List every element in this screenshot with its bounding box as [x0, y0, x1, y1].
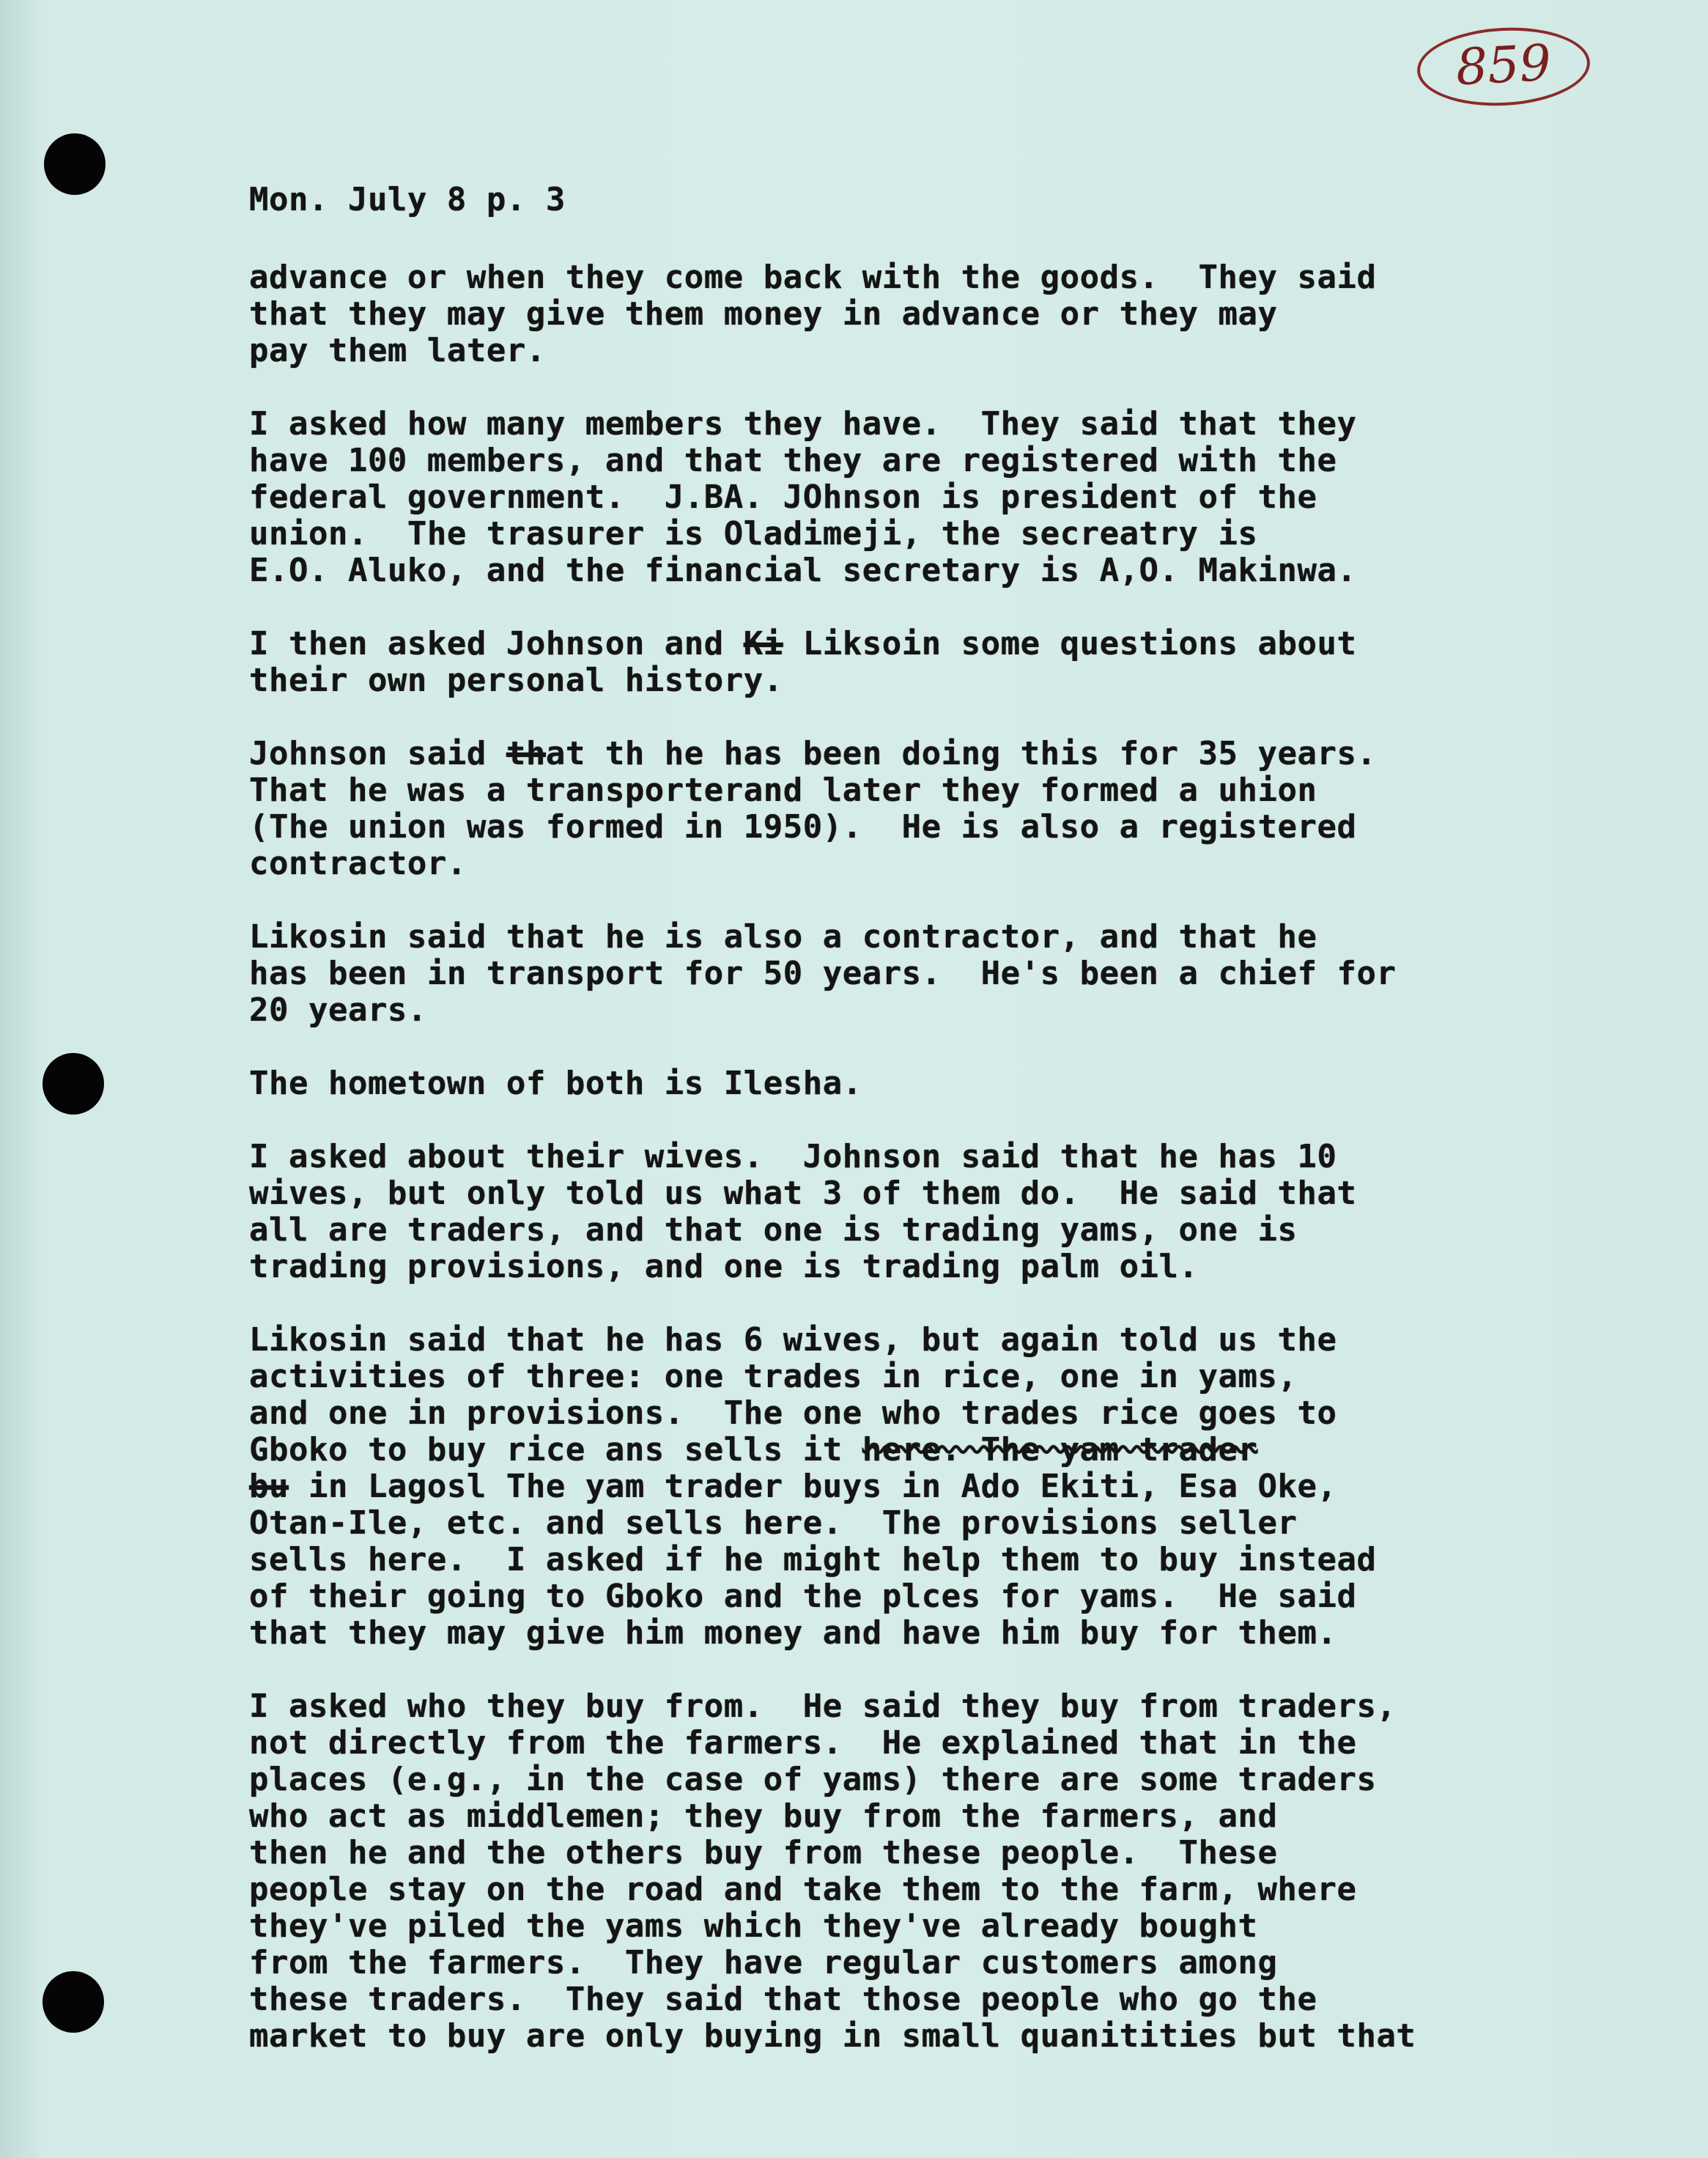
text-line: I asked who they buy from. He said they buy from traders, — [249, 1688, 1397, 1725]
text-line: trading provisions, and one is trading palm oil. — [249, 1248, 1199, 1285]
paragraph-3 — [249, 626, 1627, 699]
text-line: federal government. J.BA. JOhnson is president of the — [249, 478, 1317, 516]
paragraph-9 — [249, 1688, 1627, 2055]
text-line: advance or when they come back with the goods. They said — [249, 259, 1377, 296]
text-line: who act as middlemen; they buy from the farmers, and — [249, 1797, 1278, 1835]
text-line: Otan-Ile, etc. and sells here. The provisions seller — [249, 1504, 1298, 1542]
text-line: Johnson said that th he has been doing this for 35 years. — [249, 735, 1377, 772]
text-line: activities of three: one trades in rice, one in yams, — [249, 1358, 1298, 1395]
text-line: I asked about their wives. Johnson said that he has 10 — [249, 1138, 1337, 1175]
text-line: people stay on the road and take them to the farm, where — [249, 1871, 1357, 1908]
text-line: pay them later. — [249, 332, 546, 369]
struck-text: here. The yam trader — [862, 1431, 1258, 1468]
text-line: E.O. Aluko, and the financial secretary is A,O. Makinwa. — [249, 552, 1357, 589]
text-line: from the farmers. They have regular customers among — [249, 1944, 1278, 1981]
paragraph-6 — [249, 1065, 1627, 1102]
text-line: Likosin said that he has 6 wives, but again told us the — [249, 1321, 1337, 1359]
text-line: places (e.g., in the case of yams) there are some traders — [249, 1761, 1377, 1798]
text-line: I then asked Johnson and Ki Liksoin some questions about — [249, 625, 1357, 662]
paragraph-7 — [249, 1139, 1627, 1285]
text-line: Gboko to buy rice ans sells it here. The yam trader — [249, 1431, 1258, 1468]
typed-text-body — [249, 182, 1627, 2091]
paragraph-4 — [249, 736, 1627, 882]
text-line: contractor. — [249, 845, 467, 882]
text-line: market to buy are only buying in small quanitities but that — [249, 2017, 1416, 2055]
text-line: (The union was formed in 1950). He is also a registered — [249, 808, 1357, 846]
paragraph-8 — [249, 1322, 1627, 1652]
text-line: all are traders, and that one is trading yams, one is — [249, 1211, 1298, 1249]
text-line: has been in transport for 50 years. He's been a chief for — [249, 955, 1397, 992]
text-line: I asked how many members they have. They said that they — [249, 405, 1357, 443]
page-heading: Mon. July 8 p. 3 — [249, 181, 566, 218]
text-line: they've piled the yams which they've already bought — [249, 1907, 1258, 1945]
text-line: that they may give him money and have him buy for them. — [249, 1614, 1337, 1652]
paragraph-2 — [249, 406, 1627, 589]
text-line: not directly from the farmers. He explained that in the — [249, 1724, 1357, 1762]
text-line: then he and the others buy from these people. These — [249, 1834, 1278, 1871]
paragraph-5 — [249, 919, 1627, 1029]
struck-text: Ki — [743, 625, 783, 662]
text-line: union. The trasurer is Oladimeji, the secreatry is — [249, 515, 1258, 553]
paragraph-1 — [249, 259, 1627, 369]
text-line: of their going to Gboko and the plces for yams. He said — [249, 1578, 1357, 1615]
text-line: that they may give them money in advance or they may — [249, 295, 1278, 333]
punch-hole-top — [44, 133, 106, 195]
text-line: bu in Lagosl The yam trader buys in Ado Ekiti, Esa Oke, — [249, 1468, 1337, 1505]
text-line: their own personal history. — [249, 662, 783, 699]
text-line: 20 years. — [249, 991, 427, 1029]
text-line: Likosin said that he is also a contractor, and that he — [249, 918, 1317, 956]
punch-hole-bottom — [42, 1971, 104, 2033]
struck-text: th — [506, 735, 546, 772]
text-line: wives, but only told us what 3 of them do. He said that — [249, 1175, 1357, 1212]
text-line: have 100 members, and that they are registered with the — [249, 442, 1337, 479]
struck-text: bu — [249, 1468, 289, 1505]
text-line: these traders. They said that those people who go the — [249, 1981, 1317, 2018]
text-line: That he was a transporterand later they formed a uhion — [249, 772, 1317, 809]
punch-hole-middle — [42, 1053, 104, 1115]
text-line: The hometown of both is Ilesha. — [249, 1065, 862, 1102]
text-line: sells here. I asked if he might help them to buy instead — [249, 1541, 1377, 1578]
page-number-circled: 859 — [1415, 23, 1591, 110]
text-line: and one in provisions. The one who trades rice goes to — [249, 1394, 1337, 1432]
